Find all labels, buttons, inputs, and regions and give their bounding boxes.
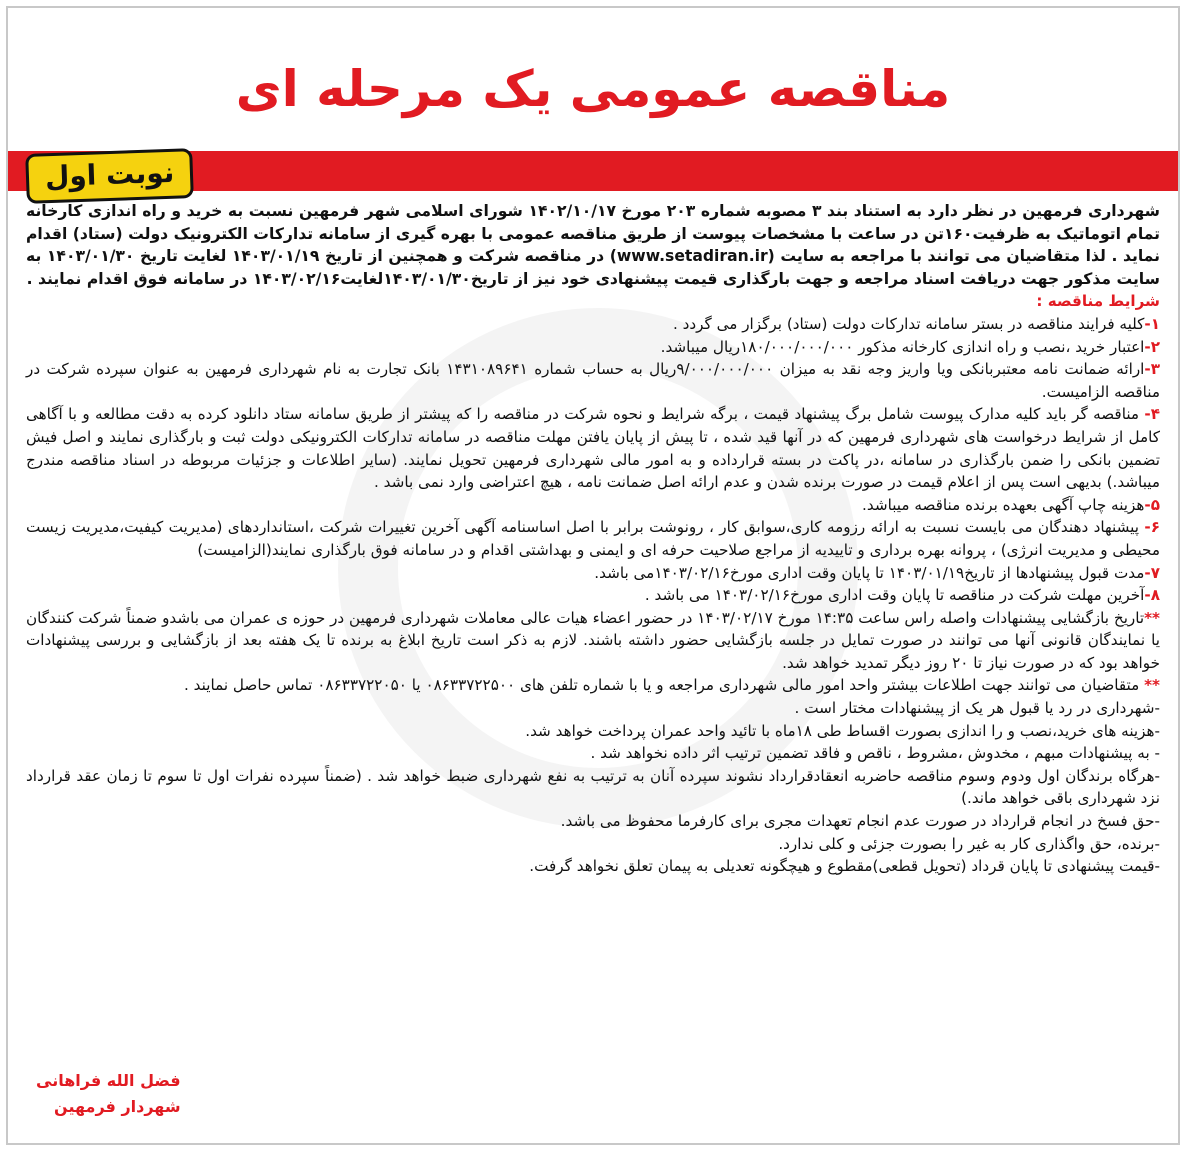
bullet-item: -برنده، حق واگذاری کار به غیر را بصورت جزئی و کلی ندارد. — [778, 834, 1160, 853]
condition-item: ۵-هزینه چاپ آگهی بعهده برنده مناقصه میباشد. — [862, 495, 1160, 514]
round-badge: نوبت اول — [25, 148, 194, 204]
conditions-title: شرایط مناقصه : — [1036, 292, 1160, 311]
condition-item: ۷-مدت قبول پیشنهادها از تاریخ۱۴۰۳/۰۱/۱۹ تا پایان وقت اداری مورخ۱۴۰۳/۰۲/۱۶می باشد. — [594, 563, 1160, 582]
note-contact: ** متقاضیان می توانند جهت اطلاعات بیشتر واحد امور مالی شهرداری مراجعه و یا با شماره تلفن های ۰۸۶۳۳۷۲۲۵۰۰ یا ۰۸۶۳۳۷۲۲۰۵۰ تماس حاصل نمایند . — [184, 676, 1160, 695]
bullet-item: - به پیشنهادات مبهم ، مخدوش ،مشروط ، ناقص و فاقد تضمین ترتیب اثر داده نخواهد شد . — [590, 744, 1160, 763]
signatory-role: شهردار فرمهین — [54, 1097, 181, 1116]
bullet-item: -شهرداری در رد یا قبول هر یک از پیشنهادات مختار است . — [794, 699, 1160, 718]
condition-item: ۶- پیشنهاد دهندگان می بایست نسبت به ارائه رزومه کاری،سوابق کار ، رونوشت برابر با اصل اساسنامه آگهی آخرین تغییرات شرکت ،استانداردهای (مدیریت کیفیت،مدیریت زیست محیطی و مدیریت انرژی) ، پروانه بهره برداری و تاییدیه از مراجع صلاحیت حرفه ای و ایمنی و بهداشتی اقدام و در سامانه فوق بارگذاری نمایند(الزامیست) — [26, 518, 1160, 559]
note-opening-date: **تاریخ بازگشایی پیشنهادات واصله راس ساعت ۱۴:۳۵ مورخ ۱۴۰۳/۰۲/۱۷ در حضور اعضاء هیات عالی معاملات شهرداری فرمهین در حوزه ی عمران می باشدو ضمناً شرکت کنندگان یا نمایندگان قانونی آنها می توانند در صورت تمایل در جلسه بازگشایی حضور داشته باشند. لازم به ذکر است تاریخ ابلاغ به برنده تا یک هفته بعد از بازگشایی و بررسی پیشنهادات خواهد بود که در صورت نیاز تا ۲۰ روز دیگر تمدید خواهد شد. — [26, 608, 1160, 672]
intro-paragraph: شهرداری فرمهین در نظر دارد به استناد بند ۳ مصوبه شماره ۲۰۳ مورخ ۱۴۰۲/۱۰/۱۷ شورای اسلامی شهر فرمهین نسبت به خرید و راه اندازی کارخانه تمام اتوماتیک به ظرفیت۱۶۰تن در ساعت با مشخصات پیوست از طریق مناقصه عمومی با بهره گیری از سامانه تدارکات الکترونیک دولت (ستاد) اقدام نماید . لذا متقاضیان می توانند با مراجعه به سایت (www.setadiran.ir) در مناقصه شرکت و همچنین از تاریخ ۱۴۰۳/۰۱/۱۹ لغایت تاریخ ۱۴۰۳/۰۱/۳۰ به سایت مذکور جهت دریافت اسناد مراجعه و جهت بارگذاری قیمت پیشنهادی خود نیز از تاریخ۱۴۰۳/۰۱/۳۰لغایت۱۴۰۳/۰۲/۱۶ در سامانه فوق اقدام نمایند . — [26, 202, 1160, 288]
advertisement-frame — [6, 6, 1180, 1145]
signature-block — [36, 1068, 181, 1120]
ad-body — [26, 200, 1160, 878]
ad-title: مناقصه عمومی یک مرحله ای — [235, 60, 951, 118]
condition-item: ۳-ارائه ضمانت نامه معتبربانکی ویا واریز وجه نقد به میزان ۹/۰۰۰/۰۰۰/۰۰۰ریال به حساب شماره ۱۴۳۱۰۸۹۶۴۱ بانک تجارت به نام شهرداری فرمهین به عنوان سپرده شرکت در مناقصه الزامیست. — [26, 360, 1160, 401]
condition-item: ۱-کلیه فرایند مناقصه در بستر سامانه تدارکات دولت (ستاد) برگزار می گردد . — [672, 314, 1160, 333]
bullet-item: -حق فسخ در انجام قرارداد در صورت عدم انجام تعهدات مجری برای کارفرما محفوظ می باشد. — [560, 812, 1160, 831]
condition-item: ۴- مناقصه گر باید کلیه مدارک پیوست شامل برگ پیشنهاد قیمت ، برگه شرایط و نحوه شرکت در مناقصه را که پیشتر از طریق سامانه ستاد دانلود کرده به دقت مطالعه و با آگاهی کامل از شرایط درخواست های شهرداری فرمهین که در آنها قید شده ، تا پیش از پایان یافتن مهلت مناقصه در سامانه تدارکات الکترونیکی دولت ثبت و بارگذاری نمایند و اصل فیش تضمین بانکی را ضمن بارگذاری در سامانه ،در پاکت در بسته قرارداده و به امور مالی شهرداری فرمهین تحویل نمایند. (سایر اطلاعات و جزئیات مربوطه در اسناد مناقصه مندرج میباشد.) بدیهی است پس از اعلام قیمت در صورت برنده شدن و عدم ارائه اصل ضمانت نامه ، هیچ اعتراضی وارد نمی باشد . — [26, 405, 1160, 492]
bullet-item: -قیمت پیشنهادی تا پایان قرداد (تحویل قطعی)مقطوع و هیچگونه تعدیلی به پیمان تعلق نخواهد گرفت. — [529, 857, 1160, 876]
condition-item: ۸-آخرین مهلت شرکت در مناقصه تا پایان وقت اداری مورخ۱۴۰۳/۰۲/۱۶ می باشد . — [644, 586, 1160, 605]
bullet-item: -هرگاه برندگان اول ودوم وسوم مناقصه حاضربه انعقادقرارداد نشوند سپرده آنان به ترتیب به نفع شهرداری ضبط خواهد شد . (ضمناً سپرده نفرات اول تا سوم تا زمان عقد قرارداد نزد شهرداری باقی خواهد ماند.) — [26, 766, 1160, 808]
bullet-item: -هزینه های خرید،نصب و را اندازی بصورت اقساط طی ۱۸ماه با تائید واحد عمران پرداخت خواهد شد. — [525, 721, 1160, 740]
signatory-name: فضل الله فراهانی — [36, 1071, 181, 1090]
condition-item: ۲-اعتبار خرید ،نصب و راه اندازی کارخانه مذکور ۱۸۰/۰۰۰/۰۰۰/۰۰۰ریال میباشد. — [660, 337, 1160, 356]
